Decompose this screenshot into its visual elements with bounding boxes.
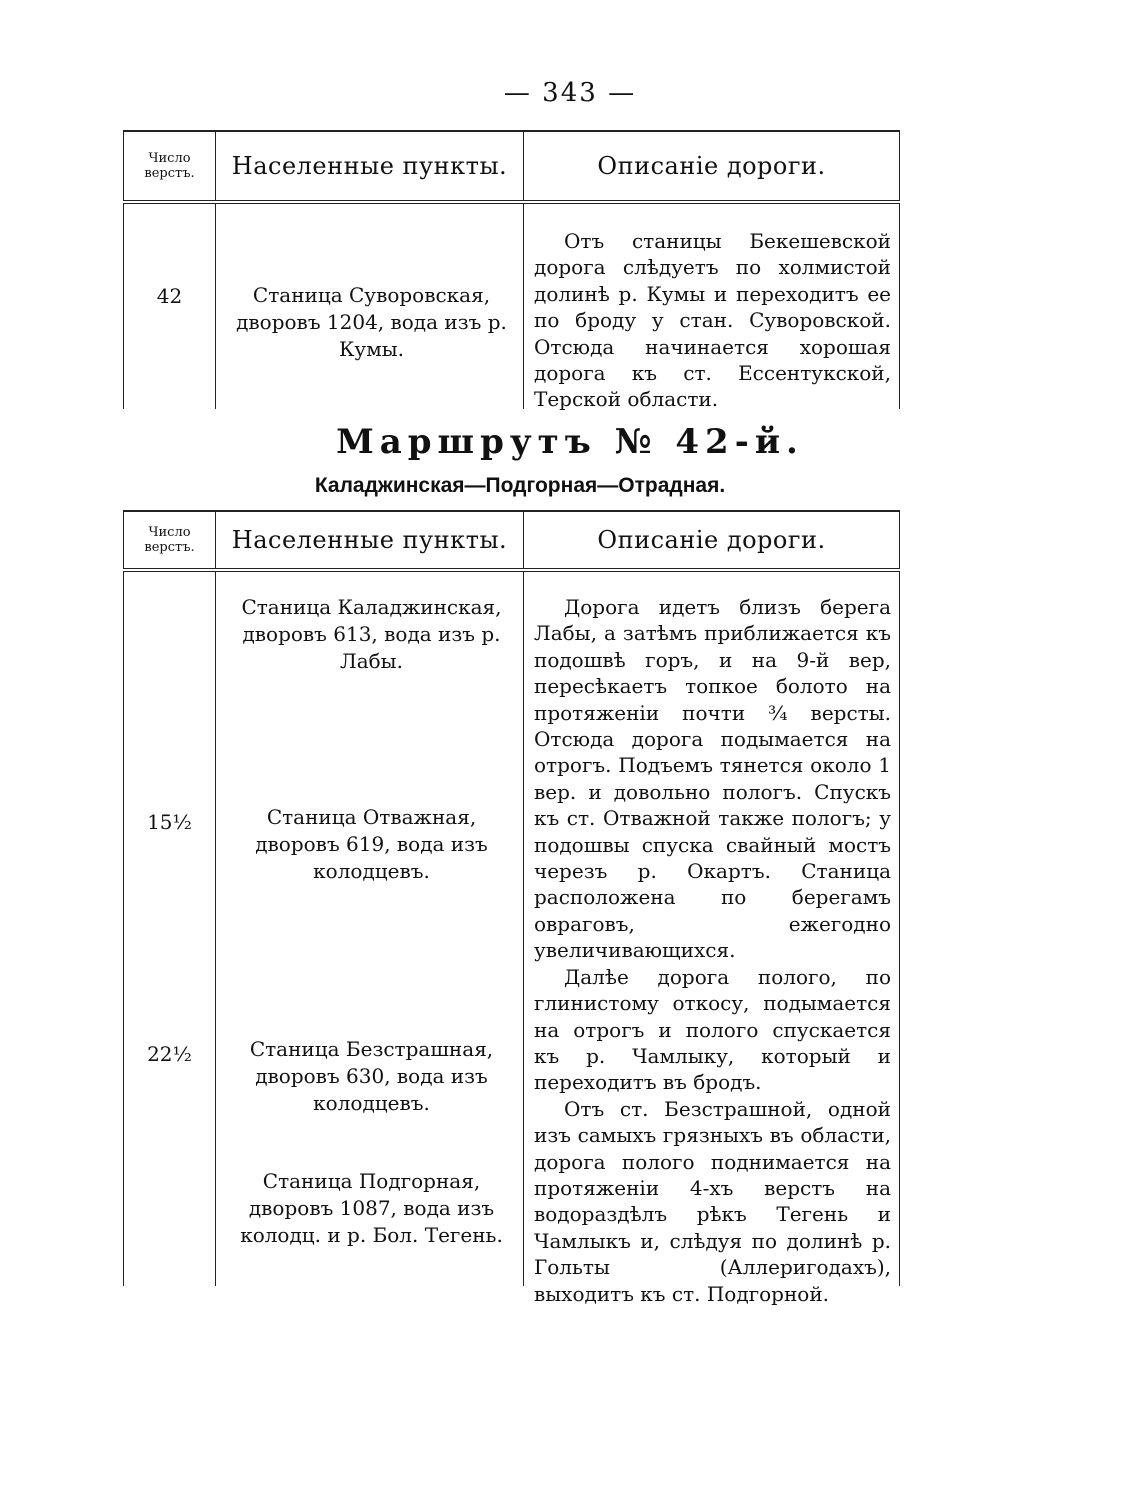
distance-value: 15½	[147, 810, 192, 834]
table-row	[124, 202, 900, 409]
settlement-entry: Станица Отважная, дворовъ 619, вода изъ колодцевъ.	[255, 805, 488, 883]
column-header-settlements: Населенные пункты.	[216, 131, 524, 202]
column-header-versts: Число верстъ.	[124, 131, 216, 202]
road-description: Отъ ст. Безстрашной, одной изъ самыхъ грязныхъ въ области, дорога полого поднимается на протяженіи 4-хъ верстъ на водораздѣлъ рѣкъ Тегень и Чамлыкъ и, слѣдуя по долинѣ р. Гольты (Аллеригодахъ), выходитъ къ ст. Подгорной.	[534, 1096, 891, 1306]
settlement-cell	[216, 202, 524, 409]
column-header-road: Описаніе дороги.	[524, 131, 900, 202]
column-header-road: Описаніе дороги.	[524, 511, 900, 570]
settlement-entry: Станица Каладжинская, дворовъ 613, вода изъ р. Лабы.	[241, 595, 502, 673]
route-table-2	[123, 510, 900, 1306]
settlement-entry: Станица Подгорная, дворовъ 1087, вода изъ колодц. и р. Бол. Тегень.	[240, 1169, 503, 1247]
description-cell	[524, 202, 900, 412]
settlement-cell	[216, 570, 524, 1286]
description-cell	[524, 570, 900, 1306]
road-description: Далѣе дорога полого, по глинистому откосу, подымается на отрогъ и полого спускается къ р. Чамлыку, который и переходитъ въ бродъ.	[534, 964, 891, 1095]
page-number: — 343 —	[503, 78, 637, 108]
route-subtitle: Каладжинская—Подгорная—Отрадная.	[314, 474, 726, 497]
table-row	[124, 570, 900, 1286]
road-description: Дорога идетъ близъ берега Лабы, а затѣмъ приближается къ подошвѣ горъ, и на 9-й вер, пересѣкаетъ топкое болото на протяженіи почти ¾ версты. Отсюда дорога подымается на отрогъ. Подъемъ тянется около 1 вер. и довольно пологъ. Спускъ къ ст. Отважной также пологъ; у подошвы спуска свайный мостъ черезъ р. Окартъ. Станица расположена по берегамъ овраговъ, ежегодно увеличивающихся.	[534, 595, 891, 963]
route-table-1	[123, 130, 900, 412]
settlement-entry: Станица Безстрашная, дворовъ 630, вода изъ колодцевъ.	[249, 1037, 494, 1115]
table-header-row	[124, 131, 900, 202]
distance-cell	[124, 570, 216, 1286]
distance-cell	[124, 202, 216, 409]
route-title: Маршрутъ № 42-й.	[336, 422, 804, 462]
column-header-versts: Число верстъ.	[124, 511, 216, 570]
settlement-entry: Станица Суворовская, дворовъ 1204, вода изъ р. Кумы.	[236, 283, 507, 361]
distance-value: 22½	[147, 1042, 192, 1066]
table-header-row	[124, 511, 900, 570]
column-header-settlements: Населенные пункты.	[216, 511, 524, 570]
road-description: Отъ станицы Бекешевской дорога слѣдуетъ по холмистой долинѣ р. Кумы и переходитъ ее по броду у стан. Суворовской. Отсюда начинается хорошая дорога къ ст. Ессентукской, Терской области.	[534, 229, 891, 412]
distance-value: 42	[156, 284, 183, 308]
